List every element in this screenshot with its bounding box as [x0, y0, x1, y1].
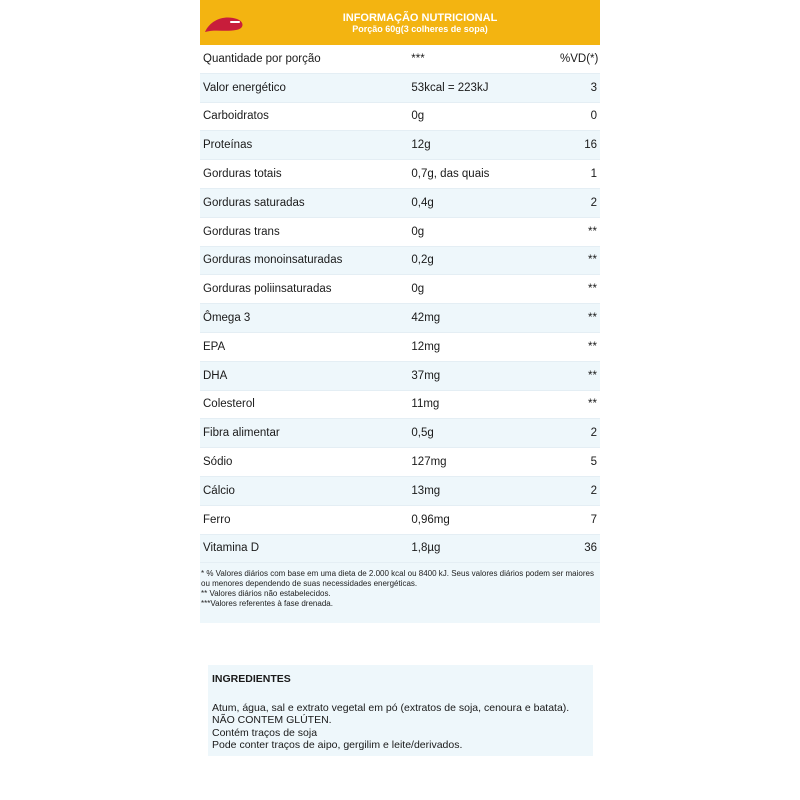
nutrient-name: Ferro — [203, 513, 231, 526]
nutrient-amount: 0,4g — [411, 196, 434, 209]
nutrition-table — [200, 45, 600, 563]
nutrient-dv: ** — [588, 225, 597, 238]
table-row — [200, 189, 600, 218]
table-row — [200, 535, 600, 564]
ingredients-title: INGREDIENTES — [212, 673, 291, 685]
nutrient-amount: 0,2g — [411, 254, 434, 267]
nutrient-name: Gorduras monoinsaturadas — [203, 254, 343, 267]
nutrient-dv: 3 — [590, 81, 597, 94]
nutrient-name: Cálcio — [203, 484, 235, 497]
table-row — [200, 448, 600, 477]
nutrient-amount: 0g — [411, 283, 425, 296]
ingredients-box — [208, 665, 593, 756]
nutrient-name: Vitamina D — [203, 542, 260, 555]
serving-size: Porção 60g(3 colheres de sopa) — [352, 24, 488, 34]
table-row — [200, 275, 600, 304]
table-row — [200, 391, 600, 420]
table-row — [200, 304, 600, 333]
table-row — [200, 247, 600, 276]
nutrient-amount: 42mg — [411, 312, 441, 325]
table-row — [200, 218, 600, 247]
table-row — [200, 131, 600, 160]
nutrient-name: Gorduras totais — [203, 168, 282, 181]
table-row — [200, 160, 600, 189]
nutrient-name: Fibra alimentar — [203, 427, 280, 440]
nutrition-header — [200, 0, 600, 45]
nutrition-title: INFORMAÇÃO NUTRICIONAL — [342, 12, 498, 24]
column-header-dv: %VD(*) — [560, 52, 599, 65]
nutrient-dv: 0 — [590, 110, 597, 123]
nutrition-panel — [200, 0, 600, 623]
nutrient-name: Ômega 3 — [203, 312, 251, 325]
nutrient-amount: 13mg — [411, 484, 441, 497]
nutrient-dv: ** — [588, 398, 597, 411]
footnote: ** Valores diários não estabelecidos. — [201, 589, 331, 599]
table-row — [200, 74, 600, 103]
nutrient-amount: 127mg — [411, 456, 447, 469]
nutrient-dv: 1 — [590, 168, 597, 181]
nutrient-amount: 0,7g, das quais — [411, 168, 490, 181]
nutrient-dv: ** — [588, 312, 597, 325]
ingredients-line: NÃO CONTEM GLÚTEN. — [212, 714, 332, 726]
nutrient-name: Valor energético — [203, 81, 286, 94]
nutrient-amount: 0g — [411, 110, 425, 123]
nutrient-name: Carboidratos — [203, 110, 269, 123]
footnote: ***Valores referentes à fase drenada. — [201, 599, 333, 609]
nutrient-dv: ** — [588, 340, 597, 353]
nutrient-amount: 12g — [411, 139, 431, 152]
nutrient-dv: 2 — [590, 484, 597, 497]
nutrient-name: Colesterol — [203, 398, 255, 411]
ingredients-line: Atum, água, sal e extrato vegetal em pó (extratos de soja, cenoura e batata). — [212, 701, 570, 714]
nutrient-amount: 0,96mg — [411, 513, 450, 526]
nutrient-name: Gorduras trans — [203, 225, 280, 238]
nutrient-dv: 5 — [590, 456, 597, 469]
nutrient-amount: 1,8µg — [411, 542, 441, 555]
nutrient-dv: 16 — [584, 139, 597, 152]
nutrient-dv: ** — [588, 369, 597, 382]
nutrient-amount: 0g — [411, 225, 425, 238]
nutrient-amount: 12mg — [411, 340, 441, 353]
nutrient-name: Gorduras saturadas — [203, 196, 305, 209]
nutrient-dv: 7 — [590, 513, 597, 526]
nutrient-dv: 36 — [584, 542, 597, 555]
nutrient-name: EPA — [203, 340, 226, 353]
table-row — [200, 477, 600, 506]
table-row — [200, 419, 600, 448]
nutrient-name: Sódio — [203, 456, 233, 469]
nutrient-name: DHA — [203, 369, 228, 382]
table-row — [200, 333, 600, 362]
nutrient-amount: 53kcal = 223kJ — [411, 81, 489, 94]
nutrient-dv: ** — [588, 283, 597, 296]
nutrient-name: Proteínas — [203, 139, 253, 152]
ingredients-line: Contém traços de soja — [212, 726, 318, 739]
column-header-quantity: Quantidade por porção — [203, 52, 321, 65]
column-header-amount: *** — [411, 52, 425, 65]
table-header-row — [200, 45, 600, 74]
table-row — [200, 506, 600, 535]
table-row — [200, 362, 600, 391]
nutrient-amount: 0,5g — [411, 427, 434, 440]
nutrient-dv: 2 — [590, 196, 597, 209]
footnotes — [200, 563, 600, 623]
ingredients-line: Pode conter traços de aipo, gergilim e leite/derivados. — [212, 739, 463, 751]
nutrient-amount: 37mg — [411, 369, 441, 382]
table-row — [200, 103, 600, 132]
nutrient-name: Gorduras poliinsaturadas — [203, 283, 332, 296]
footnote: * % Valores diários com base em uma dieta de 2.000 kcal ou 8400 kJ. Seus valores diários podem ser maiores ou menores dependendo de suas necessidades energéticas. — [201, 569, 594, 589]
nutrient-amount: 11mg — [411, 398, 440, 411]
nutrient-dv: ** — [588, 254, 597, 267]
nutrient-dv: 2 — [590, 427, 597, 440]
